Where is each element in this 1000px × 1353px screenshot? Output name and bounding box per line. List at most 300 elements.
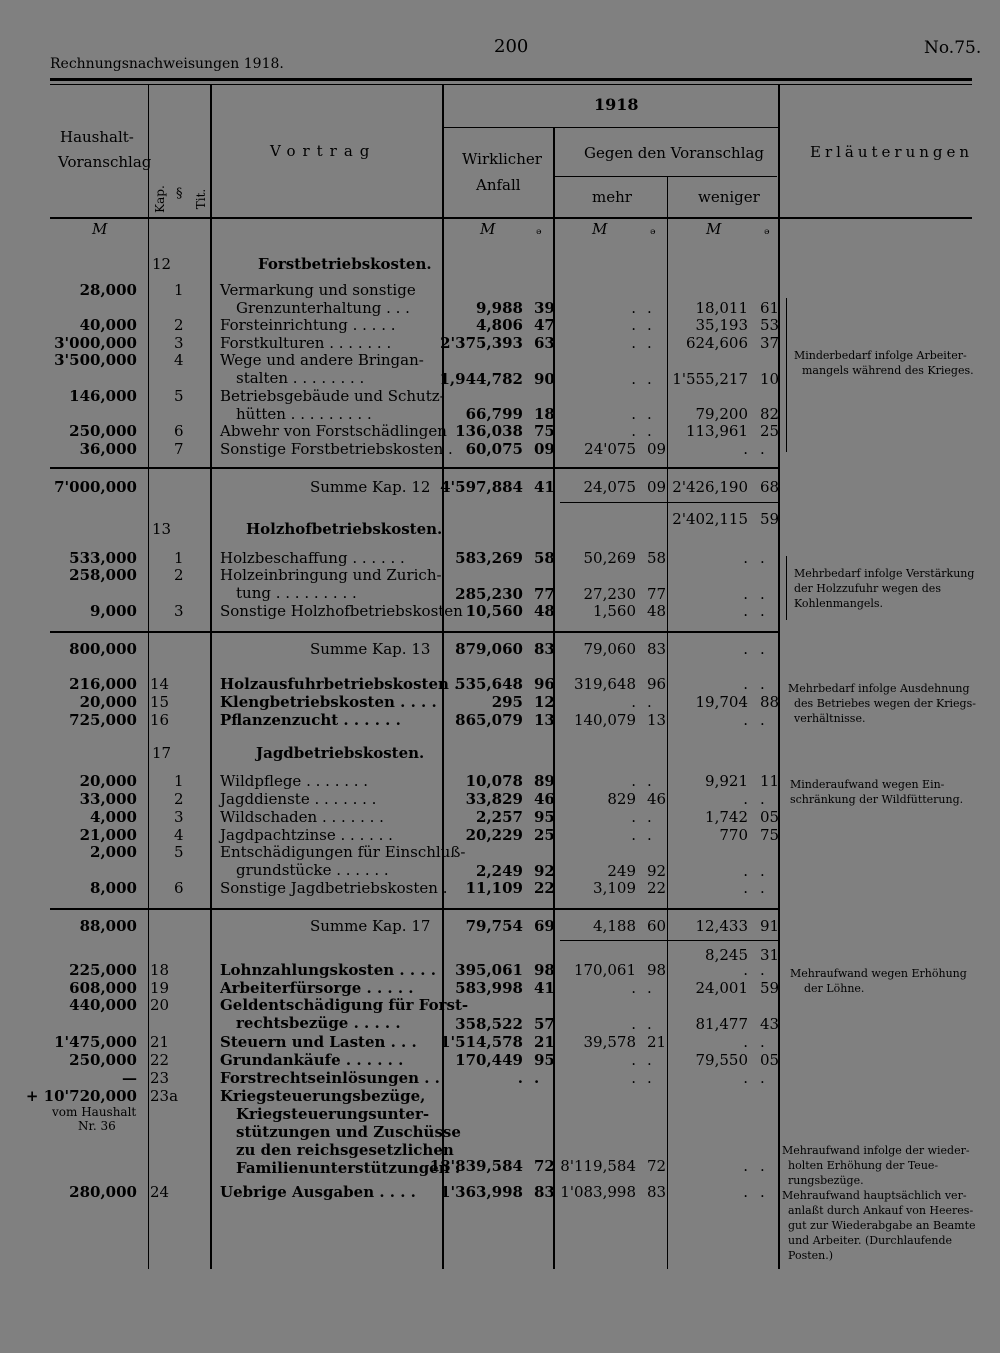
item-label-continued: Kriegsteuerungsunter- [236, 1105, 430, 1123]
more-pfennig: 60 [647, 917, 667, 935]
actual-pfennig: 90 [534, 370, 555, 388]
less-marks: . [743, 711, 748, 729]
less-pfennig: 05 [760, 1051, 780, 1069]
more-pfennig: 83 [647, 640, 667, 658]
actual-marks: 66,799 [465, 405, 523, 423]
less-marks: . [743, 585, 748, 603]
budget-value: + 10'720,000 [25, 1087, 137, 1105]
more-marks: 8'119,584 [560, 1157, 636, 1175]
less-pfennig: 37 [760, 334, 780, 352]
header-rule-top-thin [50, 84, 972, 85]
note-1-line-2: mangels während des Krieges. [802, 364, 974, 377]
more-marks: . [631, 1051, 636, 1069]
unit-mark-more: M [592, 220, 608, 238]
actual-marks: 10,560 [465, 602, 523, 620]
actual-marks: 583,998 [455, 979, 523, 997]
rule-before-sum12 [50, 467, 780, 469]
actual-pfennig: 95 [534, 1051, 555, 1069]
item-label-continued: Grenzunterhaltung . . . [236, 299, 410, 317]
less-marks: . [743, 675, 748, 693]
section-title-17: Jagdbetriebskosten. [256, 744, 425, 762]
actual-pfennig: 48 [534, 602, 555, 620]
kap-number: 18 [150, 961, 170, 979]
budget-value: 3'000,000 [54, 334, 137, 352]
budget-value: 40,000 [79, 316, 137, 334]
more-pfennig: 92 [647, 862, 667, 880]
item-label: Holzbeschaffung . . . . . . [220, 549, 405, 567]
tit-number: 3 [174, 808, 184, 826]
more-pfennig: . [647, 808, 652, 826]
kap-number: 19 [150, 979, 170, 997]
more-marks: . [631, 1015, 636, 1033]
more-marks: . [631, 808, 636, 826]
note-7-line-5: Posten.) [788, 1249, 834, 1262]
actual-pfennig: 46 [534, 790, 555, 808]
note-3-line-1: Mehrbedarf infolge Ausdehnung [788, 682, 970, 695]
more-pfennig: 58 [647, 549, 667, 567]
item-label-continued: grundstücke . . . . . . [236, 861, 389, 879]
more-pfennig: 09 [647, 440, 667, 458]
budget-value: 20,000 [79, 693, 137, 711]
actual-pfennig: 75 [534, 422, 555, 440]
net-less-pfennig: 59 [760, 510, 780, 528]
item-label: Sonstige Forstbetriebskosten . [220, 440, 453, 458]
header-actual-2: Anfall [476, 176, 521, 194]
budget-value: 725,000 [69, 711, 137, 729]
item-label: Klengbetriebskosten . . . . [220, 693, 437, 711]
note-4-line-2: schränkung der Wildfütterung. [790, 793, 964, 806]
actual-marks: 1,944,782 [439, 370, 523, 388]
item-label-continued: hütten . . . . . . . . . [236, 405, 372, 423]
less-pfennig: . [760, 585, 765, 603]
item-label: Grundankäufe . . . . . . [220, 1051, 404, 1069]
note-2-line-3: Kohlenmangels. [794, 597, 884, 610]
note-4-line-1: Minderaufwand wegen Ein- [790, 778, 945, 791]
item-label: Sonstige Jagdbetriebskosten . [220, 879, 448, 897]
note-6-line-1: Mehraufwand infolge der wieder- [782, 1144, 970, 1157]
more-marks: 24,075 [583, 478, 636, 496]
actual-marks: 395,061 [455, 961, 523, 979]
kap-number: 23 [150, 1069, 170, 1087]
actual-marks: 9,988 [476, 299, 523, 317]
budget-value: 258,000 [69, 566, 137, 584]
item-label: Wildschaden . . . . . . . [220, 808, 384, 826]
less-marks: . [743, 1069, 748, 1087]
actual-pfennig: 96 [534, 675, 555, 693]
more-marks: 39,578 [583, 1033, 636, 1051]
more-pfennig: . [647, 1015, 652, 1033]
less-marks: . [743, 602, 748, 620]
less-pfennig: 75 [760, 826, 780, 844]
budget-value: 21,000 [79, 826, 137, 844]
less-marks: 1'555,217 [672, 370, 748, 388]
more-marks: . [631, 772, 636, 790]
less-pfennig: 82 [760, 405, 780, 423]
actual-pfennig: 39 [534, 299, 555, 317]
item-label: Uebrige Ausgaben . . . . [220, 1183, 416, 1201]
more-pfennig: 77 [647, 585, 667, 603]
less-marks: 1,742 [705, 808, 748, 826]
actual-pfennig: 18 [534, 405, 555, 423]
more-pfennig: . [647, 693, 652, 711]
less-pfennig: . [760, 790, 765, 808]
more-marks: . [631, 405, 636, 423]
note-7-line-3: gut zur Wiederabgabe an Beamte [788, 1219, 976, 1232]
budget-value: 225,000 [69, 961, 137, 979]
more-pfennig: 13 [647, 711, 667, 729]
tit-number: 7 [174, 440, 184, 458]
less-pfennig: 05 [760, 808, 780, 826]
actual-pfennig: 09 [534, 440, 555, 458]
more-pfennig: . [647, 979, 652, 997]
budget-value: 608,000 [69, 979, 137, 997]
unit-pf-less: ₔ [764, 220, 770, 238]
header-vortrag: Vortrag [270, 142, 377, 160]
less-marks: . [743, 862, 748, 880]
sum-label: Summe Kap. 13 [310, 640, 431, 658]
note-5-line-1: Mehraufwand wegen Erhöhung [790, 967, 967, 980]
tit-number: 6 [174, 879, 184, 897]
budget-value: 28,000 [79, 281, 137, 299]
actual-marks: 879,060 [455, 640, 523, 658]
less-marks: . [743, 1157, 748, 1175]
actual-marks: 865,079 [455, 711, 523, 729]
budget-value: 146,000 [69, 387, 137, 405]
header-less: weniger [698, 188, 760, 206]
actual-pfennig: 57 [534, 1015, 555, 1033]
more-pfennig: 46 [647, 790, 667, 808]
actual-pfennig: 92 [534, 862, 555, 880]
section-kap-13: 13 [152, 520, 172, 538]
actual-pfennig: 58 [534, 549, 555, 567]
actual-marks: 285,230 [455, 585, 523, 603]
budget-note: Nr. 36 [78, 1119, 116, 1133]
note-bracket-1 [786, 298, 787, 452]
item-label: Pflanzenzucht . . . . . . [220, 711, 401, 729]
budget-value: 33,000 [79, 790, 137, 808]
more-pfennig: . [647, 772, 652, 790]
less-marks: . [743, 640, 748, 658]
tit-number: 1 [174, 772, 184, 790]
less-pfennig: . [760, 440, 765, 458]
header-tit: Tit. [194, 188, 209, 210]
item-label: Lohnzahlungskosten . . . . [220, 961, 436, 979]
unit-pf-actual: ₔ [536, 220, 542, 238]
budget-value: 250,000 [69, 1051, 137, 1069]
item-label: Betriebsgebäude und Schutz- [220, 387, 445, 405]
item-label: Entschädigungen für Einschluß- [220, 843, 466, 861]
budget-value: 4,000 [90, 808, 137, 826]
note-7-line-1: Mehraufwand hauptsächlich ver- [782, 1189, 967, 1202]
less-pfennig: 59 [760, 979, 780, 997]
more-pfennig: 48 [647, 602, 667, 620]
tit-number: 2 [174, 790, 184, 808]
item-label: Holzeinbringung und Zurich- [220, 566, 442, 584]
actual-marks: 136,038 [455, 422, 523, 440]
more-pfennig: . [647, 316, 652, 334]
less-marks: 624,606 [685, 334, 748, 352]
more-pfennig: . [647, 1051, 652, 1069]
note-6-line-3: rungsbezüge. [788, 1174, 864, 1187]
actual-pfennig: 21 [534, 1033, 555, 1051]
note-3-line-3: verhältnisse. [794, 712, 866, 725]
tit-number: 5 [174, 843, 184, 861]
more-pfennig: . [647, 370, 652, 388]
actual-pfennig: 98 [534, 961, 555, 979]
note-1-line-1: Minderbedarf infolge Arbeiter- [794, 349, 967, 362]
less-pfennig: . [760, 879, 765, 897]
less-marks: . [743, 1183, 748, 1201]
more-pfennig: 09 [647, 478, 667, 496]
actual-marks: 2'375,393 [440, 334, 523, 352]
note-6-line-2: holten Erhöhung der Teue- [788, 1159, 939, 1172]
actual-pfennig: 89 [534, 772, 555, 790]
less-pfennig: 91 [760, 917, 780, 935]
actual-marks: 18'839,584 [429, 1157, 523, 1175]
header-budget-1: Haushalt- [60, 128, 134, 146]
actual-pfennig: 83 [534, 640, 555, 658]
more-marks: 4,188 [593, 917, 636, 935]
kap-number: 14 [150, 675, 170, 693]
more-pfennig: 83 [647, 1183, 667, 1201]
actual-pfennig: 95 [534, 808, 555, 826]
actual-marks: 33,829 [465, 790, 523, 808]
less-marks: 35,193 [695, 316, 748, 334]
actual-pfennig: 41 [534, 979, 555, 997]
note-2-line-1: Mehrbedarf infolge Verstärkung [794, 567, 975, 580]
budget-note: vom Haushalt [52, 1105, 137, 1119]
section-kap-17: 17 [152, 744, 172, 762]
less-marks: . [743, 440, 748, 458]
less-marks: 770 [719, 826, 748, 844]
less-pfennig: . [760, 675, 765, 693]
less-pfennig: 11 [760, 772, 780, 790]
item-label: Jagddienste . . . . . . . [220, 790, 377, 808]
kap-number: 21 [150, 1033, 170, 1051]
page-running-title: Rechnungsnachweisungen 1918. [50, 56, 284, 72]
less-marks: 2'426,190 [672, 478, 748, 496]
less-marks: 79,550 [695, 1051, 748, 1069]
more-pfennig: 98 [647, 961, 667, 979]
sum-label: Summe Kap. 17 [310, 917, 431, 935]
net-less-marks: 2'402,115 [672, 510, 748, 528]
kap-number: 20 [150, 996, 170, 1014]
actual-pfennig: 77 [534, 585, 555, 603]
more-pfennig: 72 [647, 1157, 667, 1175]
item-label: Steuern und Lasten . . . [220, 1033, 417, 1051]
more-pfennig: . [647, 334, 652, 352]
more-marks: 319,648 [573, 675, 636, 693]
less-pfennig: 43 [760, 1015, 780, 1033]
less-pfennig: . [760, 602, 765, 620]
actual-marks: 4'597,884 [440, 478, 523, 496]
actual-pfennig: . [534, 1069, 540, 1087]
more-marks: . [631, 826, 636, 844]
header-rule-bottom [50, 217, 972, 219]
actual-pfennig: 69 [534, 917, 555, 935]
less-marks: . [743, 549, 748, 567]
budget-value: 2,000 [90, 843, 137, 861]
tit-number: 1 [174, 549, 184, 567]
less-pfennig: . [760, 711, 765, 729]
actual-marks: 60,075 [465, 440, 523, 458]
actual-marks: 2,257 [476, 808, 523, 826]
actual-pfennig: 25 [534, 826, 555, 844]
kap-number: 15 [150, 693, 170, 711]
more-marks: 50,269 [583, 549, 636, 567]
more-marks: . [631, 334, 636, 352]
more-pfennig: . [647, 422, 652, 440]
less-pfennig: 10 [760, 370, 780, 388]
rule-before-sum13 [50, 631, 780, 633]
more-marks: 170,061 [573, 961, 636, 979]
header-actual-1: Wirklicher [462, 150, 542, 168]
budget-value: 7'000,000 [54, 478, 137, 496]
less-marks: 9,921 [705, 772, 748, 790]
actual-pfennig: 47 [534, 316, 555, 334]
item-label: Abwehr von Forstschädlingen [220, 422, 447, 440]
header-vs-budget: Gegen den Voranschlag [584, 144, 765, 162]
actual-pfennig: 41 [534, 478, 555, 496]
note-2-line-2: der Holzzufuhr wegen des [794, 582, 941, 595]
item-label-continued: stützungen und Zuschüsse [236, 1123, 461, 1141]
rule-sum12-net [560, 502, 778, 503]
tit-number: 5 [174, 387, 184, 405]
more-marks: . [631, 979, 636, 997]
comparison-rule [555, 176, 777, 177]
budget-value: 9,000 [90, 602, 137, 620]
more-pfennig: . [647, 405, 652, 423]
tit-number: 3 [174, 602, 184, 620]
budget-value: 20,000 [79, 772, 137, 790]
budget-value: 216,000 [69, 675, 137, 693]
section-title-13: Holzhofbetriebskosten. [246, 520, 443, 538]
budget-value: 533,000 [69, 549, 137, 567]
item-label-continued: tung . . . . . . . . . [236, 584, 357, 602]
more-marks: . [631, 422, 636, 440]
rule-sum17-net [560, 940, 778, 941]
less-marks: 113,961 [685, 422, 748, 440]
less-pfennig: . [760, 862, 765, 880]
more-marks: . [631, 370, 636, 388]
actual-marks: 170,449 [455, 1051, 523, 1069]
header-rule-top [50, 78, 972, 81]
less-pfennig: . [760, 1183, 765, 1201]
item-label-continued: Familienunterstützungen . [236, 1159, 461, 1177]
less-marks: 81,477 [695, 1015, 748, 1033]
tit-number: 4 [174, 826, 184, 844]
less-pfennig: . [760, 1157, 765, 1175]
more-marks: 1'083,998 [560, 1183, 636, 1201]
tit-number: 6 [174, 422, 184, 440]
more-marks: 1,560 [593, 602, 636, 620]
budget-value: 1'475,000 [54, 1033, 137, 1051]
less-marks: 24,001 [695, 979, 748, 997]
tit-number: 4 [174, 351, 184, 369]
budget-value: 3'500,000 [54, 351, 137, 369]
budget-value: 250,000 [69, 422, 137, 440]
unit-pf-more: ₔ [650, 220, 656, 238]
header-budget-2: Voranschlag [58, 153, 152, 171]
note-5-line-2: der Löhne. [804, 982, 865, 995]
more-marks: 79,060 [583, 640, 636, 658]
item-label: Kriegsteuerungsbezüge, [220, 1087, 426, 1105]
less-pfennig: . [760, 1069, 765, 1087]
actual-marks: 1'514,578 [440, 1033, 523, 1051]
budget-value: 280,000 [69, 1183, 137, 1201]
budget-value: 88,000 [79, 917, 137, 935]
more-pfennig: 22 [647, 879, 667, 897]
more-pfennig: . [647, 1069, 652, 1087]
less-marks: . [743, 790, 748, 808]
more-marks: . [631, 299, 636, 317]
year-rule [443, 127, 778, 128]
actual-marks: 4,806 [476, 316, 523, 334]
actual-marks: 1'363,998 [440, 1183, 523, 1201]
col-line-notes [778, 84, 780, 1269]
less-pfennig: 53 [760, 316, 780, 334]
less-pfennig: . [760, 549, 765, 567]
item-label: Wege und andere Bringan- [220, 351, 424, 369]
document-number: No.75. [924, 38, 982, 58]
actual-marks: . [517, 1069, 523, 1087]
item-label-continued: stalten . . . . . . . . [236, 369, 365, 387]
less-pfennig: . [760, 640, 765, 658]
more-pfennig: 96 [647, 675, 667, 693]
actual-marks: 358,522 [455, 1015, 523, 1033]
item-label: Vermarkung und sonstige [220, 281, 416, 299]
item-label: Forsteinrichtung . . . . . [220, 316, 396, 334]
sum-label: Summe Kap. 12 [310, 478, 431, 496]
budget-value: 8,000 [90, 879, 137, 897]
item-label: Holzausfuhrbetriebskosten . [220, 675, 460, 693]
less-marks: . [743, 961, 748, 979]
item-label: Arbeiterfürsorge . . . . . [220, 979, 414, 997]
more-marks: 249 [607, 862, 636, 880]
more-marks: 27,230 [583, 585, 636, 603]
more-marks: . [631, 316, 636, 334]
actual-pfennig: 13 [534, 711, 555, 729]
item-label-continued: rechtsbezüge . . . . . [236, 1014, 401, 1032]
unit-mark-less: M [706, 220, 722, 238]
less-pfennig: 61 [760, 299, 780, 317]
budget-value: 36,000 [79, 440, 137, 458]
header-paragraph: § [176, 186, 183, 201]
actual-marks: 295 [491, 693, 523, 711]
item-label: Jagdpachtzinse . . . . . . [220, 826, 393, 844]
actual-pfennig: 22 [534, 879, 555, 897]
more-marks: . [631, 1069, 636, 1087]
more-pfennig: . [647, 826, 652, 844]
less-pfennig: . [760, 1033, 765, 1051]
less-pfennig: 25 [760, 422, 780, 440]
item-label: Forstrechtseinlösungen . . [220, 1069, 440, 1087]
less-pfennig: . [760, 961, 765, 979]
less-pfennig: 68 [760, 478, 780, 496]
unit-mark-actual: M [480, 220, 496, 238]
less-pfennig: 88 [760, 693, 780, 711]
item-label: Wildpflege . . . . . . . [220, 772, 369, 790]
more-marks: 140,079 [573, 711, 636, 729]
actual-marks: 79,754 [465, 917, 523, 935]
more-marks: . [631, 693, 636, 711]
budget-value: — [122, 1069, 137, 1087]
header-kap: Kap. [152, 185, 167, 213]
more-marks: 829 [607, 790, 636, 808]
unit-mark-budget: M [92, 220, 108, 238]
tit-number: 3 [174, 334, 184, 352]
less-marks: 79,200 [695, 405, 748, 423]
